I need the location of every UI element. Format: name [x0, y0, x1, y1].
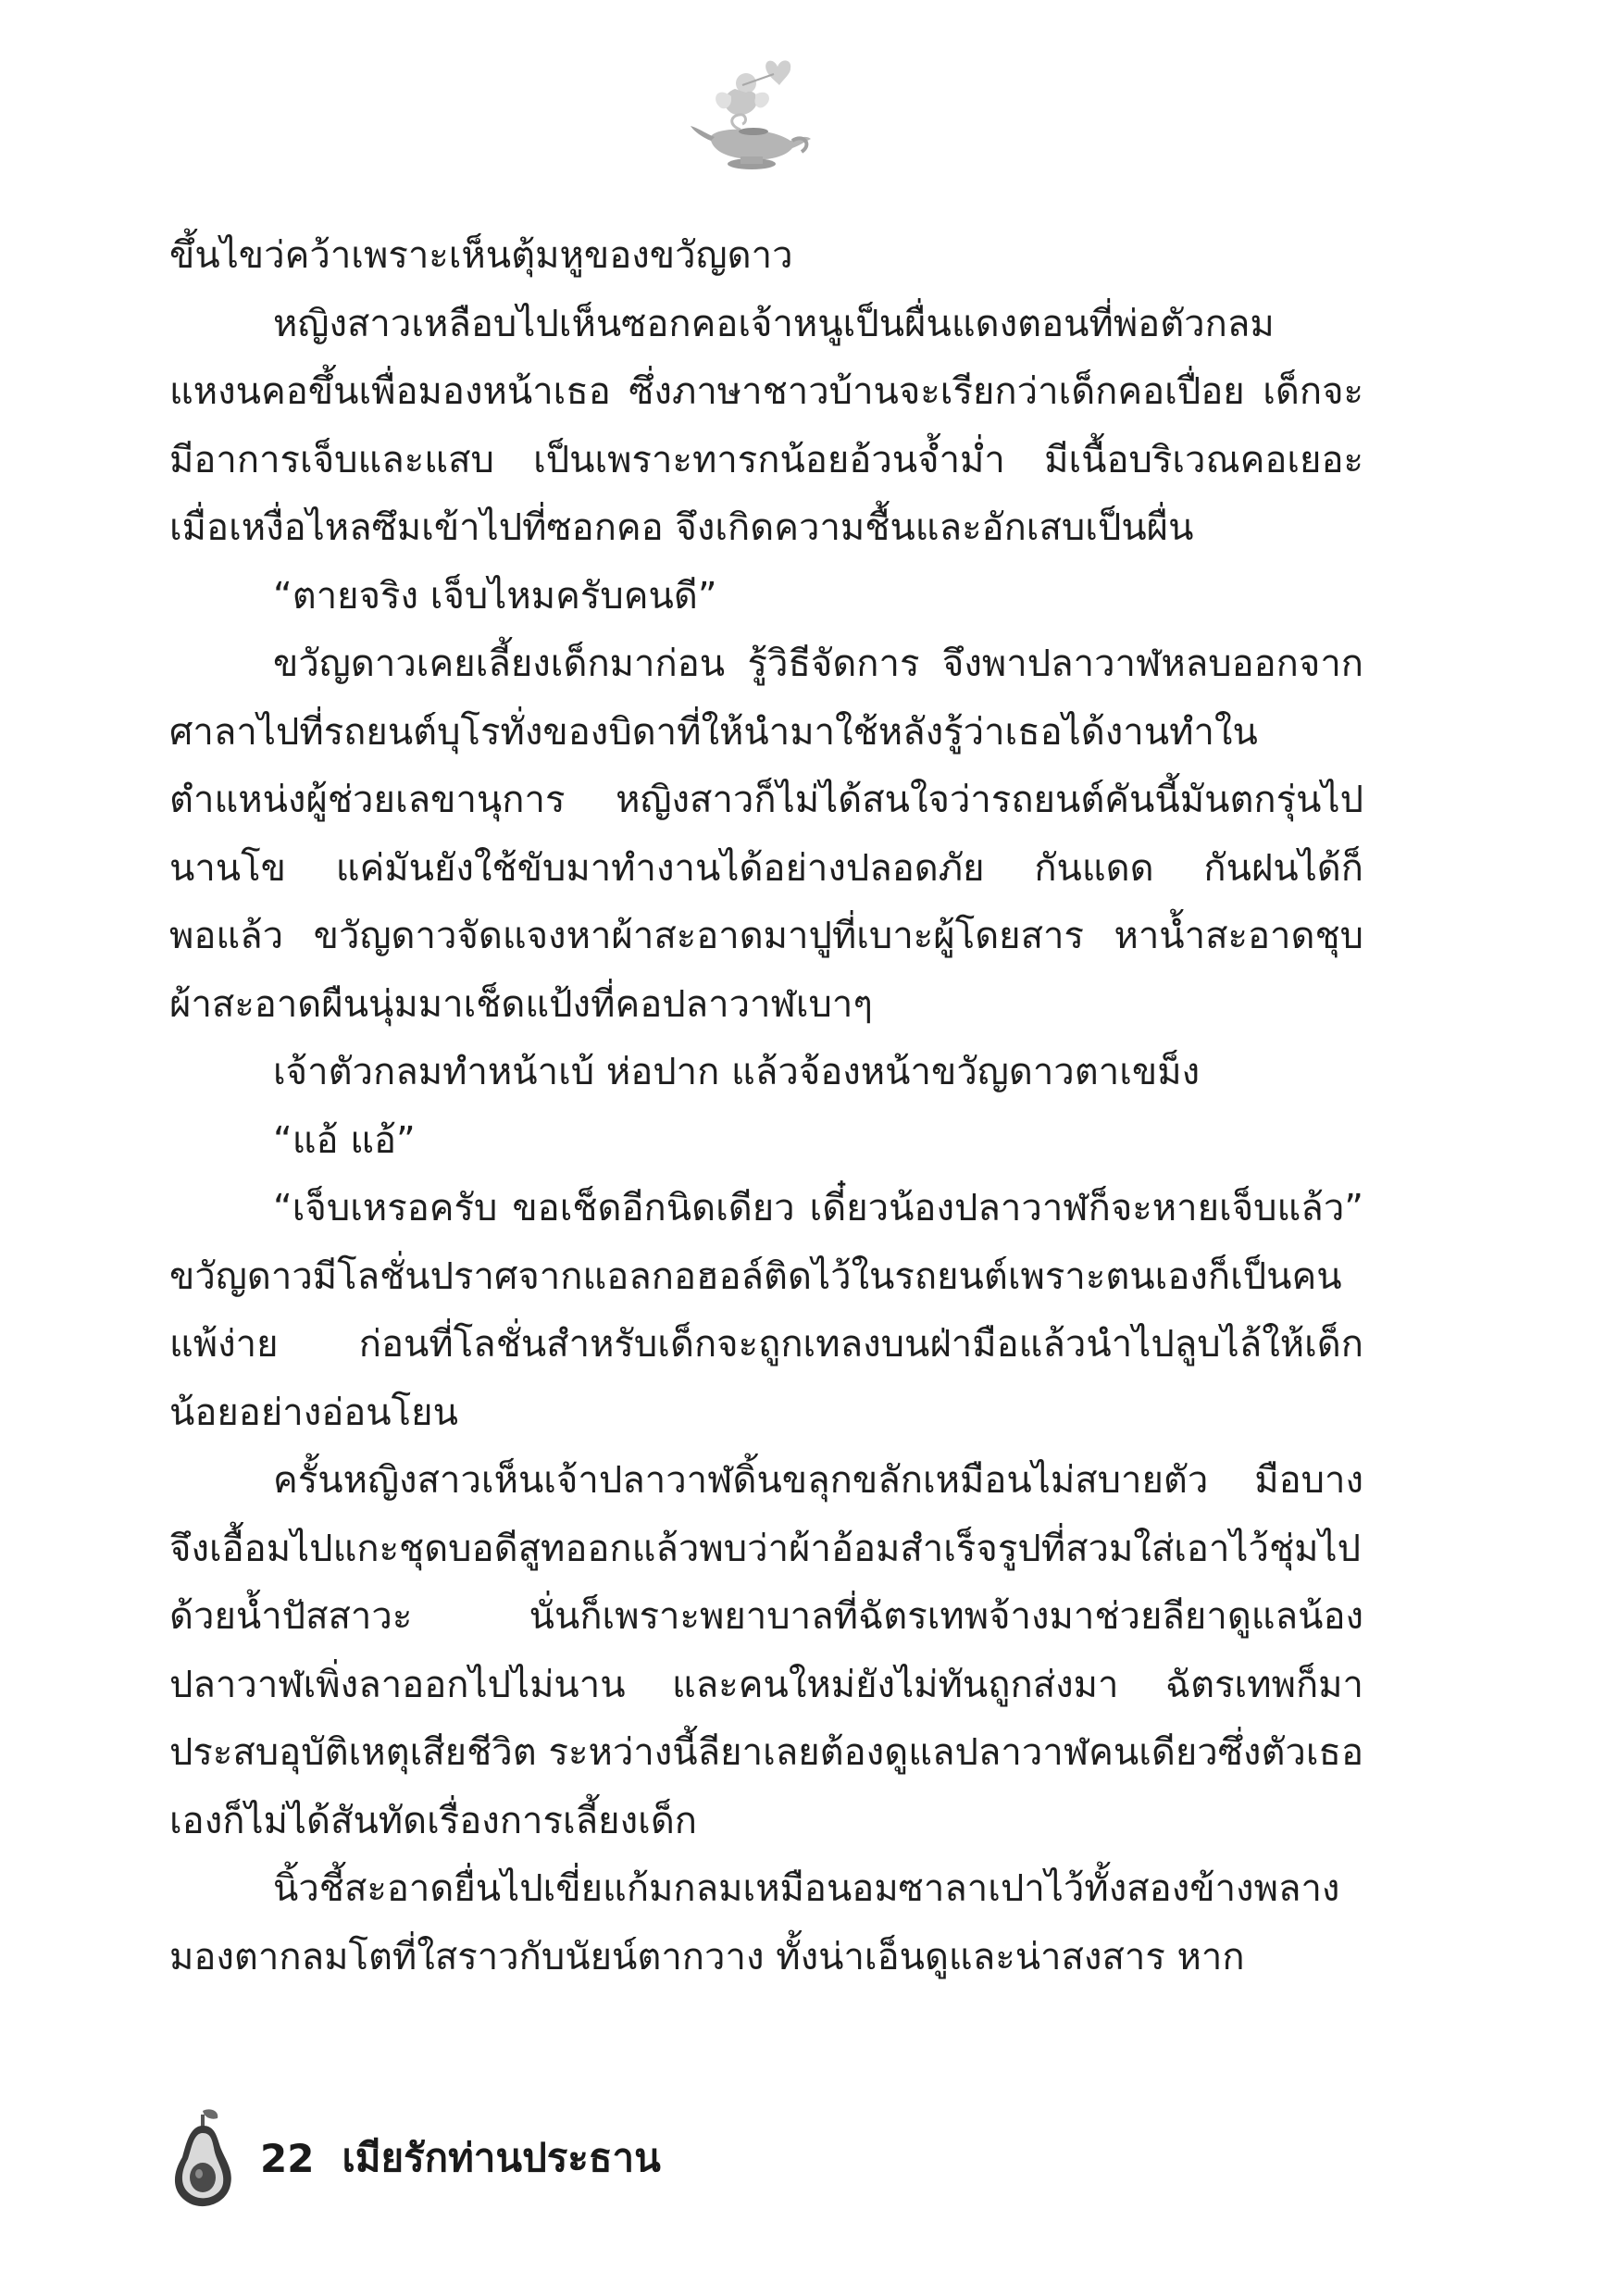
paragraph: หญิงสาวเหลือบไปเห็นซอกคอเจ้าหนูเป็นผื่นแดงตอนที่พ่อตัวกลมแหงนคอขึ้นเพื่อมองหน้าเธอ ซึ่งภาษาชาวบ้านจะเรียกว่าเด็กคอเปื่อย เด็กจะมีอาการเจ็บและแสบ เป็นเพราะทารกน้อยอ้วนจ้ำม่ำ มีเนื้อบริเวณคอเยอะ เมื่อเหงื่อไหลซึมเข้าไปที่ซอกคอ จึงเกิดความชื้นและอักเสบเป็นผื่น	[169, 302, 1363, 549]
genie-lamp-icon	[689, 48, 818, 173]
book-title: เมียรักท่านประธาน	[342, 2135, 661, 2180]
body-text	[169, 222, 1363, 1991]
avocado-icon	[162, 2107, 236, 2209]
page-footer	[162, 2107, 995, 2209]
paragraph: ครั้นหญิงสาวเห็นเจ้าปลาวาฬดิ้นขลุกขลักเหมือนไม่สบายตัว มือบางจึงเอื้อมไปแกะชุดบอดีสูทออกแล้วพบว่าผ้าอ้อมสำเร็จรูปที่สวมใส่เอาไว้ชุ่มไปด้วยน้ำปัสสาวะ นั่นก็เพราะพยาบาลที่ฉัตรเทพจ้างมาช่วยลียาดูแลน้องปลาวาฬเพิ่งลาออกไปไม่นาน และคนใหม่ยังไม่ทันถูกส่งมา ฉัตรเทพก็มาประสบอุบัติเหตุเสียชีวิต ระหว่างนี้ลียาเลยต้องดูแลปลาวาฬคนเดียวซึ่งตัวเธอเองก็ไม่ได้สันทัดเรื่องการเลี้ยงเด็ก	[169, 1459, 1363, 1842]
paragraph: ขึ้นไขว่คว้าเพราะเห็นตุ้มหูของขวัญดาว	[169, 234, 793, 277]
page-number: 22	[260, 2135, 315, 2181]
paragraph: ขวัญดาวเคยเลี้ยงเด็กมาก่อน รู้วิธีจัดการ จึงพาปลาวาฬหลบออกจากศาลาไปที่รถยนต์บุโรทั่งของบิดาที่ให้นำมาใช้หลังรู้ว่าเธอได้งานทำในตำแหน่งผู้ช่วยเลขานุการ หญิงสาวก็ไม่ได้สนใจว่ารถยนต์คันนี้มันตกรุ่นไปนานโข แค่มันยังใช้ขับมาทำงานได้อย่างปลอดภัย กันแดด กันฝนได้ก็พอแล้ว ขวัญดาวจัดแจงหาผ้าสะอาดมาปูที่เบาะผู้โดยสาร หาน้ำสะอาดชุบผ้าสะอาดผืนนุ่มมาเช็ดแป้งที่คอปลาวาฬเบาๆ	[169, 643, 1363, 1026]
paragraph: “แอ้ แอ้”	[273, 1118, 416, 1162]
paragraph: เจ้าตัวกลมทำหน้าเบ้ ห่อปาก แล้วจ้องหน้าขวัญดาวตาเขม็ง	[273, 1051, 1201, 1093]
paragraph: นิ้วชี้สะอาดยื่นไปเขี่ยแก้มกลมเหมือนอมซาลาเปาไว้ทั้งสองข้างพลางมองตากลมโตที่ใสราวกับนัยน์ตากวาง ทั้งน่าเอ็นดูและน่าสงสาร หาก	[169, 1867, 1340, 1978]
paragraph: “ตายจริง เจ็บไหมครับคนดี”	[273, 574, 717, 618]
paragraph: “เจ็บเหรอครับ ขอเช็ดอีกนิดเดียว เดี๋ยวน้องปลาวาฬก็จะหายเจ็บแล้ว” ขวัญดาวมีโลชั่นปราศจากแอลกอฮอล์ติดไว้ในรถยนต์เพราะตนเองก็เป็นคนแพ้ง่าย ก่อนที่โลชั่นสำหรับเด็กจะถูกเทลงบนฝ่ามือแล้วนำไปลูบไล้ให้เด็กน้อยอย่างอ่อนโยน	[169, 1187, 1363, 1434]
